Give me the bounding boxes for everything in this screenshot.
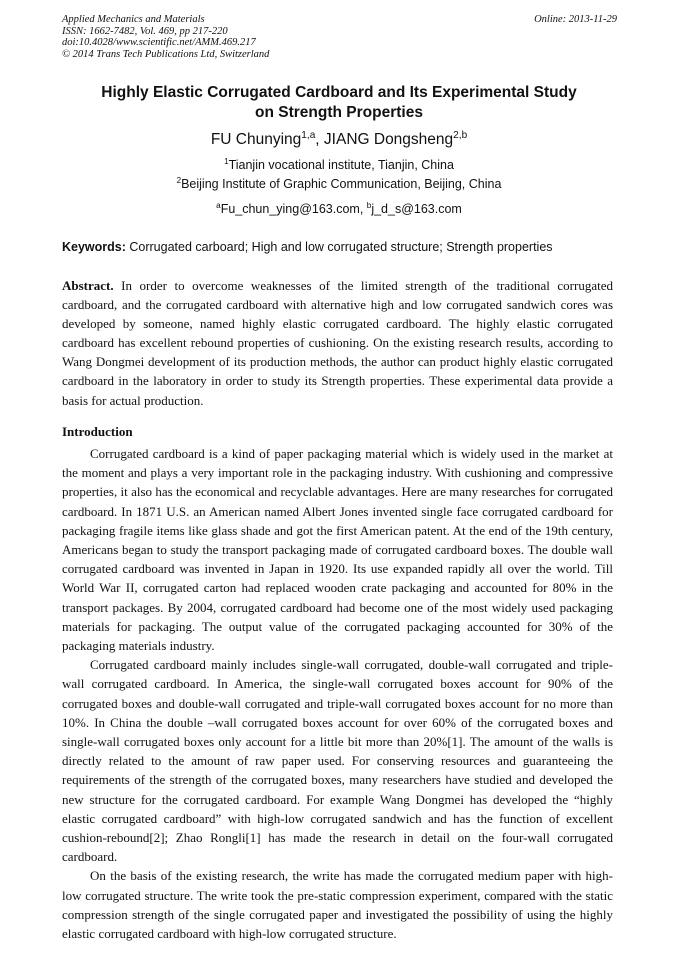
title-line-1: Highly Elastic Corrugated Cardboard and Its Experimental Study xyxy=(101,84,577,101)
affiliation-1-sup: 1 xyxy=(224,156,229,166)
abstract xyxy=(62,276,613,410)
intro-paragraph-2: Corrugated cardboard mainly includes single-wall corrugated, double-wall corrugated and triple-wall corrugated cardboard. In America, the single-wall corrugated boxes account for 90% of the corrugated boxes and double-wall corrugated and triple-wall corrugated boxes account for no more than 10%. In China the double –wall corrugated boxes account for over 60% of the corrugated boxes and single-wall corrugated boxes only account for a little bit more than 20%[1]. The amount of the walls is directly related to the amount of raw paper used. For conserving resources and guaranteeing the requirements of the strength of the corrugated boxes, many researchers have studied and developed the new structure for the corrugated cardboard. For example Wang Dongmei has developed the “highly elastic corrugated cardboard” with high-low corrugated sandwich and has the function of excellent cushion-rebound[2]; Zhao Rongli[1] has made the research in detail on the four-wall corrugated cardboard. xyxy=(62,657,613,865)
section-heading-introduction: Introduction xyxy=(62,424,133,439)
email-1-sup: a xyxy=(216,200,221,210)
issn-line: ISSN: 1662-7482, Vol. 469, pp 217-220 xyxy=(62,25,228,37)
author-separator: , xyxy=(315,131,324,148)
author-1-sup: 1,a xyxy=(301,129,316,141)
affiliation-1-text: Tianjin vocational institute, Tianjin, China xyxy=(228,158,454,172)
affiliation-2-sup: 2 xyxy=(176,175,182,185)
copyright-line: © 2014 Trans Tech Publications Ltd, Switzerland xyxy=(62,48,270,60)
doi-line: doi:10.4028/www.scientific.net/AMM.469.217 xyxy=(62,37,256,48)
title-line-2: on Strength Properties xyxy=(255,104,423,121)
author-2-sup: 2,b xyxy=(453,129,468,141)
author-1: FU Chunying xyxy=(210,131,302,148)
abstract-label: Abstract. xyxy=(62,278,114,293)
intro-paragraph-1: Corrugated cardboard is a kind of paper packaging material which is widely used in the market at the moment and plays a very important role in the packaging industry. With cushioning and compressive properties, it also has the economical and recyclable advantages. Here are many researches for corrugated cardboard. In 1871 U.S. an American named Albert Jones invented single face corrugated cardboard for packaging fragile items like glass shade and got the first American patent. At the end of the 19th century, Americans began to study the transport packaging made of corrugated cardboard boxes. The double wall corrugated cardboard was invented in Japan in 1920. Its use expanded rapidly all over the world. Till World War II, corrugated carton had replaced wooden crate packaging and accounted for 80% in the transport packages. By 2004, corrugated cardboard had become one of the most widely used packaging materials for packaging. The output value of the corrugated packaging accounted for 30% of the packaging materials industry. xyxy=(62,446,613,654)
author-list xyxy=(62,130,616,150)
email-line xyxy=(62,201,616,217)
online-date: Online: 2013-11-29 xyxy=(534,14,617,25)
keywords-label: Keywords: xyxy=(62,240,126,254)
affiliation-1 xyxy=(62,157,616,173)
author-2: JIANG Dongsheng xyxy=(323,131,454,148)
email-2-sup: b xyxy=(366,200,372,210)
journal-header xyxy=(62,14,617,60)
affiliation-2 xyxy=(62,176,616,192)
keywords-text: Corrugated carboard; High and low corrugated structure; Strength properties xyxy=(125,240,553,254)
abstract-text: In order to overcome weaknesses of the limited strength of the traditional corrugated cardboard, and the corrugated cardboard with alternative high and low corrugated sandwich cores was developed by someone, named highly elastic corrugated cardboard. The highly elastic corrugated cardboard has excellent rebound properties of cushioning. On the existing research results, according to Wang Dongmei development of its production methods, the author can product highly elastic corrugated cardboard in the laboratory in order to study its Strength properties. These experimental data provide a basis for actual production. xyxy=(62,278,613,408)
paper-title xyxy=(62,83,616,123)
introduction-body xyxy=(62,444,613,943)
email-2: j_d_s@163.com xyxy=(371,202,462,216)
intro-paragraph-3: On the basis of the existing research, the write has made the corrugated medium paper with high-low corrugated structure. The write took the pre-static compression experiment, compared with the static compression strength of the single corrugated paper and investigated the possibility of using the highly elastic corrugated cardboard with high-low corrugated structure. xyxy=(62,868,613,942)
email-1: Fu_chun_ying@163.com, xyxy=(220,202,367,216)
keywords xyxy=(62,239,622,255)
journal-name: Applied Mechanics and Materials xyxy=(62,14,205,25)
affiliation-2-text: Beijing Institute of Graphic Communication, Beijing, China xyxy=(181,177,502,191)
